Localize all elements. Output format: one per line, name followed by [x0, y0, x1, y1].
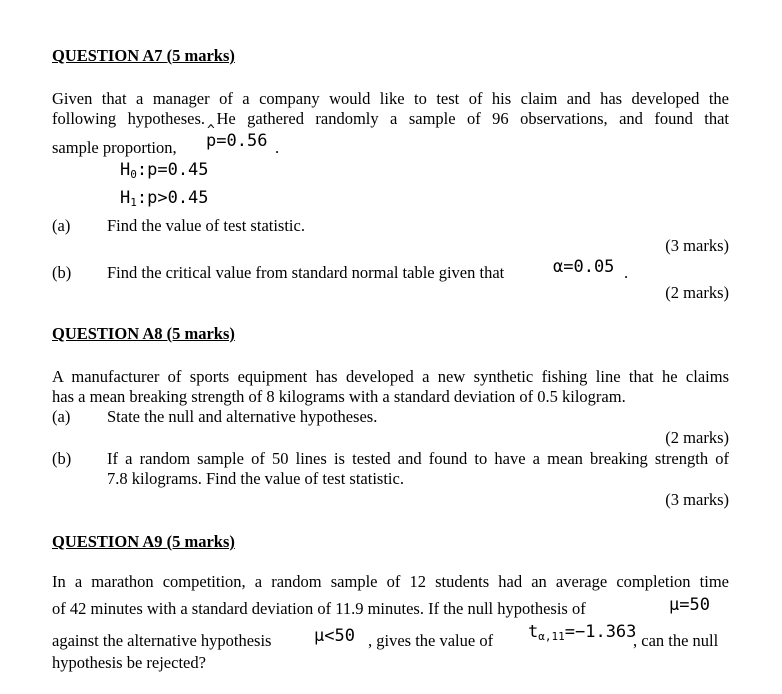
a7-part-b-text: Find the critical value from standard normal table given that	[107, 263, 505, 282]
a7-alpha-value: α=0.05	[553, 257, 615, 277]
a7-part-a-marks: (3 marks)	[665, 236, 729, 255]
h1-subscript: 1	[130, 196, 137, 209]
a9-intro-line-1: In a marathon competition, a random sample of 12 students had an average completion time	[52, 572, 729, 591]
a7-intro-line-2: following hypotheses. He gathered randomly a sample of 96 observations, and found that	[52, 109, 729, 128]
a8-part-b-text-2: 7.8 kilograms. Find the value of test statistic.	[107, 469, 404, 488]
a7-alternative-hypothesis	[120, 190, 209, 207]
a7-period: .	[275, 138, 280, 157]
a9-intro-line-2: of 42 minutes with a standard deviation of 11.9 minutes. If the null hypothesis of	[52, 599, 586, 618]
a9-intro-line-3b: , gives the value of	[368, 631, 494, 650]
h0-subscript: 0	[130, 168, 137, 181]
h0-symbol: H	[120, 160, 131, 180]
question-a7-heading: QUESTION A7 (5 marks)	[52, 46, 235, 65]
a7-intro-line-1: Given that a manager of a company would like to test of his claim and has developed the	[52, 89, 729, 108]
a9-null-mu: μ=50	[669, 595, 710, 615]
t-value: =−1.363	[564, 622, 637, 642]
a8-part-a-label: (a)	[52, 407, 71, 426]
a8-part-b-text-1: If a random sample of 50 lines is tested and found to have a mean breaking strength of	[107, 449, 729, 468]
a8-part-a-marks: (2 marks)	[665, 428, 729, 447]
a7-null-hypothesis	[120, 162, 209, 179]
a7-part-a-label: (a)	[52, 216, 71, 235]
a8-intro-line-1: A manufacturer of sports equipment has developed a new synthetic fishing line that he claims	[52, 367, 729, 386]
a7-part-b-period: .	[624, 263, 629, 282]
question-a8-heading: QUESTION A8 (5 marks)	[52, 324, 235, 343]
h1-symbol: H	[120, 188, 131, 208]
a9-intro-line-4: hypothesis be rejected?	[52, 653, 206, 672]
t-symbol: t	[528, 622, 539, 642]
h1-statement: :p>0.45	[136, 188, 209, 208]
question-a9-heading: QUESTION A9 (5 marks)	[52, 532, 235, 551]
a7-phat-equation	[206, 133, 267, 150]
a8-part-b-marks: (3 marks)	[665, 490, 729, 509]
phat-value: =0.56	[216, 131, 268, 151]
h0-statement: :p=0.45	[136, 160, 209, 180]
a8-intro-line-2: has a mean breaking strength of 8 kilograms with a standard deviation of 0.5 kilogram.	[52, 387, 626, 406]
a7-intro-line-3	[52, 140, 177, 157]
phat-symbol: ^ p	[206, 133, 216, 150]
a8-part-a-text: State the null and alternative hypotheses.	[107, 407, 378, 426]
a7-sample-proportion-label: sample proportion,	[52, 138, 177, 157]
a7-part-a-text: Find the value of test statistic.	[107, 216, 305, 235]
t-subscript: α,11	[538, 630, 565, 643]
a9-intro-line-3a: against the alternative hypothesis	[52, 631, 272, 650]
a7-part-b-label: (b)	[52, 263, 72, 282]
a9-intro-line-3c: , can the null	[633, 631, 719, 650]
a9-alt-mu: μ<50	[314, 626, 355, 646]
a7-part-b-marks: (2 marks)	[665, 283, 729, 302]
a9-t-statistic	[528, 624, 636, 641]
a8-part-b-label: (b)	[52, 449, 72, 468]
